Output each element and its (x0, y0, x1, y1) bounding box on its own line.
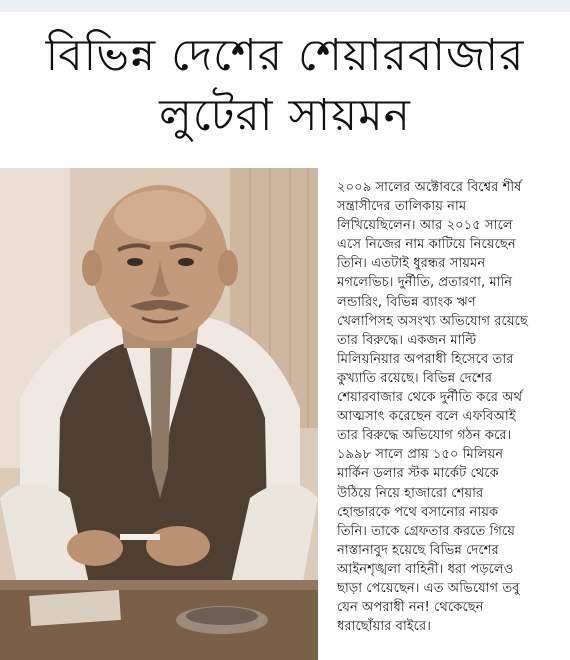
article-line: লন্ডারিং, বিভিন্ন ব্যাংক ঋণ (337, 294, 476, 310)
article-line: সন্ত্রাসীদের তালিকায় নাম (337, 199, 467, 215)
article-line: ধরাছোঁয়ার বাইরে। (337, 619, 431, 635)
article-line: ছাড়া পেয়েছেন। এত অভিযোগ তবু (337, 580, 520, 596)
article-line: ১৯৯৮ সালে প্রায় ১৫০ মিলিয়ন (337, 447, 504, 463)
headline-line-1: বিভিন্ন দেশের শেয়ারবাজার (45, 30, 525, 81)
article-line: তার বিরুদ্ধে অভিযোগ গঠন করে। (337, 428, 512, 444)
article-line: তার বিরুদ্ধে। একজন মাল্টি (337, 332, 477, 348)
article-line: লিখিয়েছিলেন। আর ২০১৫ সালে (337, 218, 513, 234)
headline (0, 26, 570, 146)
article-line: মার্কিন ডলার স্টক মার্কেট থেকে (337, 466, 499, 482)
article-line: আইনশৃঙ্খলা বাহিনী। ধরা পড়লেও (337, 561, 514, 577)
top-band (0, 0, 570, 12)
article-line: শেয়ারবাজার থেকে দুর্নীতি করে অর্থ (337, 390, 523, 406)
man-at-desk-illustration (0, 168, 318, 660)
article-line: আত্মসাৎ করেছেন বলে এফবিআই (337, 409, 516, 425)
article-line: মিলিয়নিয়ার অপরাধী হিসেবে তার (337, 351, 514, 367)
article-line: হোল্ডারকে পথে বসানোর নায়ক (337, 504, 499, 520)
article-line: তিনি। এতটাই ধুরন্ধর সায়মন (337, 256, 486, 272)
article-line: মগলেভিচ। দুর্নীতি, প্রতারণা, মানি (337, 275, 513, 291)
article-photo (0, 168, 318, 660)
article-line: কুখ্যাতি রয়েছে। বিভিন্ন দেশের (337, 370, 492, 386)
article-line: তিনি। তাকে গ্রেফতার করতে গিয়ে (337, 523, 516, 539)
article-line: এসে নিজের নাম কাটিয়ে নিয়েছেন (337, 237, 516, 253)
article-line: উঠিয়ে নিয়ে হাজারো শেয়ার (337, 485, 484, 501)
article-body (337, 178, 569, 636)
article-line: ২০০৯ সালের অক্টোবরে বিশ্বের শীর্ষ (337, 180, 522, 195)
article-line: নাস্তানাবুদ হয়েছে বিভিন্ন দেশের (337, 542, 499, 558)
article-line: খেলাপিসহ অসংখ্য অভিযোগ রয়েছে (337, 313, 528, 329)
headline-line-2: লুটেরা সায়মন (159, 90, 411, 141)
article-line: যেন অপরাধী নন! থেকেছেন (337, 600, 484, 616)
